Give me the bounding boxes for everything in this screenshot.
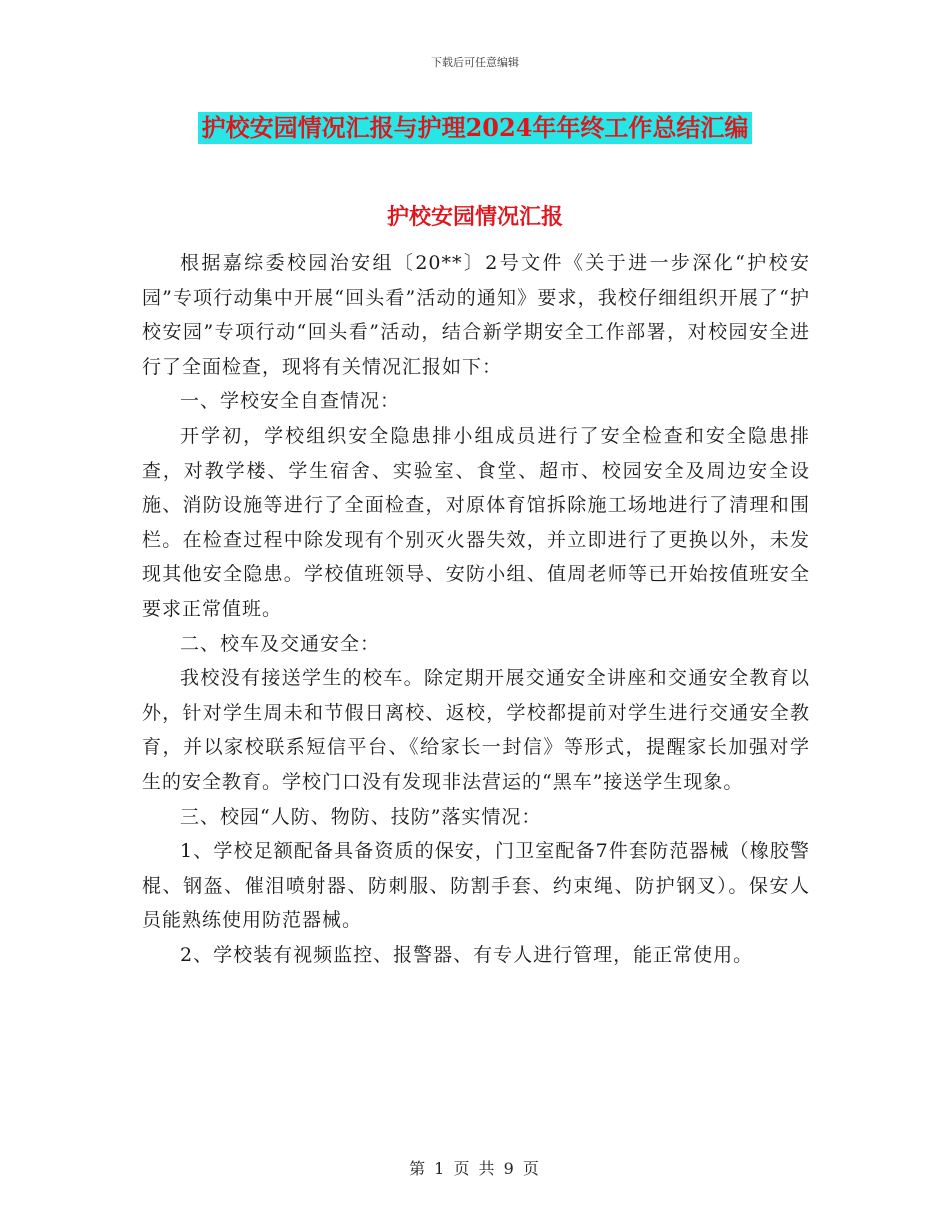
heading-self-inspection: 一、学校安全自查情况：: [180, 390, 401, 413]
page-footer: 第 1 页 共 9 页: [409, 1159, 541, 1178]
heading-traffic-safety: 二、校车及交通安全：: [180, 632, 381, 655]
section-title: 护校安园情况汇报: [386, 204, 563, 230]
title-wrap: [0, 112, 950, 144]
heading-three-defenses: 三、校园“人防、物防、技防”落实情况：: [180, 805, 542, 828]
paragraph-self-inspection: 开学初，学校组织安全隐患排小组成员进行了安全检查和安全隐患排查，对教学楼、学生宿舍、实验室、食堂、超市、校园安全及周边安全设施、消防设施等进行了全面检查，对原体育馆拆除施工场地进行了清理和围栏。在检查过程中除发现有个别灭火器失效，并立即进行了更换以外，未发现其他安全隐患。学校值班领导、安防小组、值周老师等已开始按值班安全要求正常值班。: [142, 424, 810, 620]
paragraph-intro: 根据嘉综委校园治安组〔20**〕2号文件《关于进一步深化“护校安园”专项行动集中开展“回头看”活动的通知》要求，我校仔细组织开展了“护校安园”专项行动“回头看”活动，结合新学期安全工作部署，对校园安全进行了全面检查，现将有关情况汇报如下：: [142, 252, 810, 378]
paragraph-security-guards: 1、学校足额配备具备资质的保安，门卫室配备7件套防范器械（橡胶警棍、钢盔、催泪喷射器、防刺服、防割手套、约束绳、防护钢叉）。保安人员能熟练使用防范器械。: [142, 840, 810, 932]
paragraph-traffic-safety: 我校没有接送学生的校车。除定期开展交通安全讲座和交通安全教育以外，针对学生周未和节假日离校、返校，学校都提前对学生进行交通安全教育，并以家校联系短信平台、《给家长一封信》等形式，提醒家长加强对学生的安全教育。学校门口没有发现非法营运的“黑车”接送学生现象。: [142, 667, 810, 793]
paragraph-surveillance: 2、学校装有视频监控、报警器、有专人进行管理，能正常使用。: [180, 943, 754, 966]
document-title: 护校安园情况汇报与护理2024年年终工作总结汇编: [198, 112, 753, 144]
header-note: 下载后可任意编辑: [431, 56, 519, 69]
document-body: [142, 246, 810, 972]
